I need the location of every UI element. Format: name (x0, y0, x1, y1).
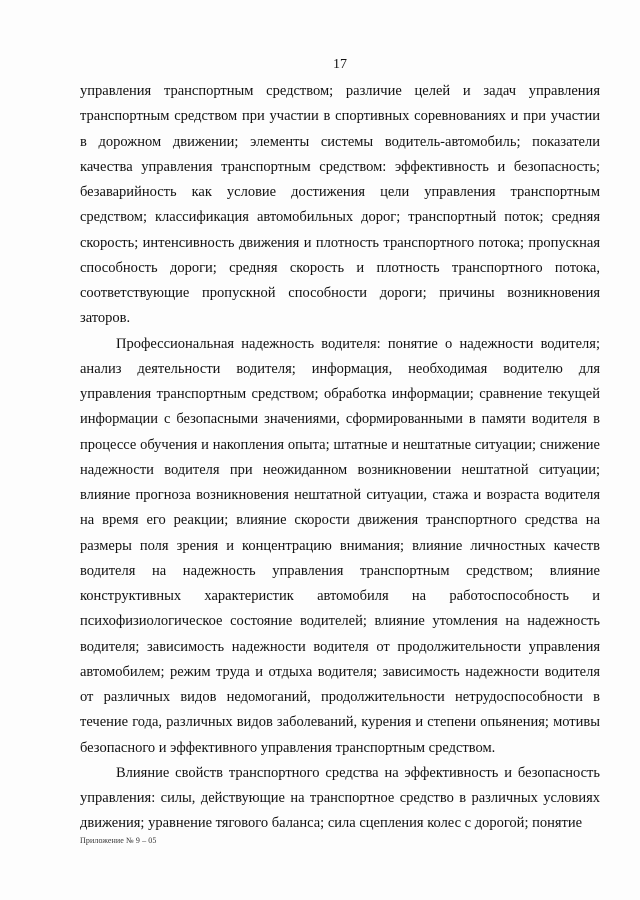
body-text (80, 79, 600, 837)
footer-appendix-note: Приложение № 9 – 05 (80, 836, 157, 845)
paragraph-driver-reliability: Профессиональная надежность водителя: понятие о надежности водителя; анализ деятельности водителя; информация, необходимая водителю для управления транспортным средством; обработка информации; сравнение текущей информации с безопасными значениями, сформированными в памяти водителя в процессе обучения и накопления опыта; штатные и нештатные ситуации; снижение надежности водителя при неожиданном возникновении нештатной ситуации; влияние прогноза возникновения нештатной ситуации, стажа и возраста водителя на время его реакции; влияние скорости движения транспортного средства на размеры поля зрения и концентрацию внимания; влияние личностных качеств водителя на надежность управления транспортным средством; влияние конструктивных характеристик автомобиля на работоспособность и психофизиологическое состояние водителей; влияние утомления на надежность водителя; зависимость надежности водителя от продолжительности управления автомобилем; режим труда и отдыха водителя; зависимость надежности водителя от различных видов недомоганий, продолжительности нетрудоспособности в течение года, различных видов заболеваний, курения и степени опьянения; мотивы безопасного и эффективного управления транспортным средством. (80, 335, 600, 756)
paragraph-continuation: управления транспортным средством; различие целей и задач управления транспортным средством при участии в спортивных соревнованиях и при участии в дорожном движении; элементы системы водитель-автомобиль; показатели качества управления транспортным средством: эффективность и безопасность; безаварийность как условие достижения цели управления транспортным средством; классификация автомобильных дорог; транспортный поток; средняя скорость; интенсивность движения и плотность транспортного потока; пропускная способность дороги; средняя скорость и плотность транспортного потока, соответствующие пропускной способности дороги; причины возникновения заторов. (80, 83, 600, 327)
page-number: 17 (333, 57, 347, 72)
paragraph-vehicle-properties: Влияние свойств транспортного средства на эффективность и безопасность управления: силы, действующие на транспортное средство в различных условиях движения; уравнение тягового баланса; сила сцепления колес с дорогой; понятие (80, 764, 600, 832)
